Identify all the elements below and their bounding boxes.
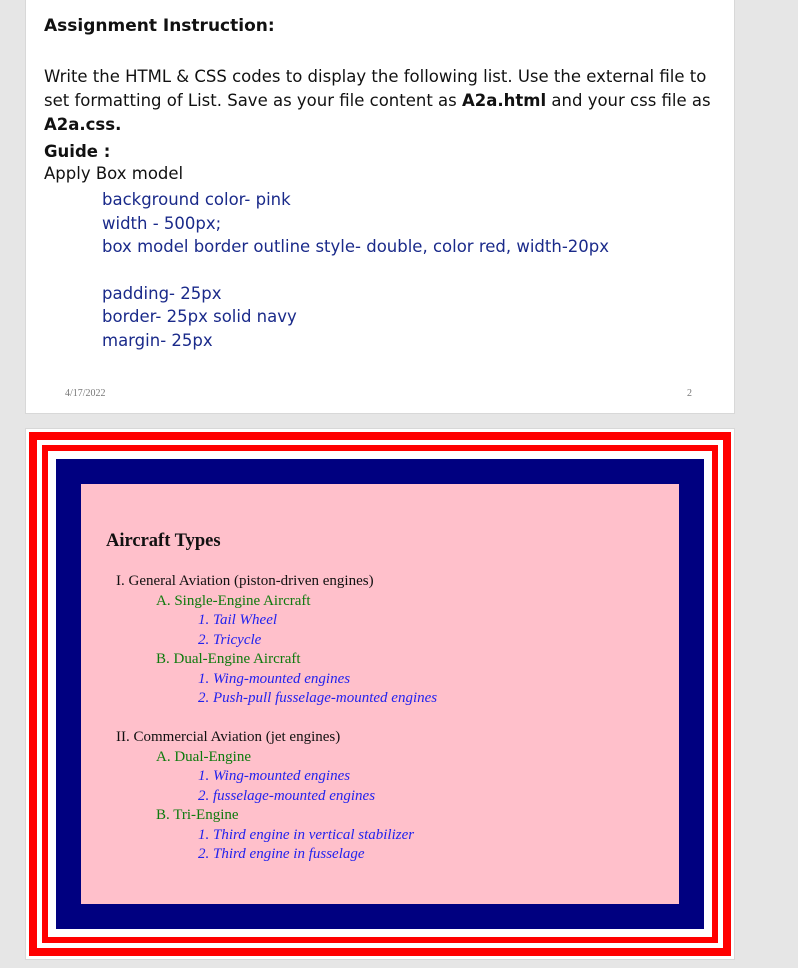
property-item: box model border outline style- double, color red, width-20px [102,237,610,256]
list-item-level2 [156,592,311,612]
list-marker: I. [116,573,125,589]
pink-content-box [81,484,679,904]
list-marker: 2. [198,690,210,706]
list-item-text: Third engine in fusselage [209,846,365,862]
list-item-text: Third engine in vertical stabilizer [209,826,415,843]
instruction-paragraph [44,65,724,137]
double-outline-inner [42,445,718,943]
list-item-text: Dual-Engine Aircraft [169,651,301,667]
list-item-level3 [198,689,437,709]
list-marker: 2. [198,787,210,804]
list-item-level3 [198,787,375,807]
list-item-level3 [198,611,277,631]
list-item-text: Wing-mounted engines [209,670,351,687]
list-marker: 2. [198,846,210,862]
property-item: border- 25px solid navy [102,307,297,326]
css-filename: A2a.css. [44,115,122,134]
apply-box-model: Apply Box model [44,164,184,183]
instruction-text-2: and your css file as [546,91,711,110]
list-item-text: Tri-Engine [169,807,239,823]
list-item-text: Commercial Aviation (jet engines) [129,729,341,745]
list-marker: 1. [198,768,210,784]
list-item-level3 [198,767,350,787]
guide-title: Guide : [44,142,111,161]
list-item-level3 [198,670,350,690]
navy-border-box [56,459,704,929]
list-item-level3 [198,845,365,865]
list-marker: 1. [198,612,210,628]
list-item-text: Single-Engine Aircraft [170,592,311,609]
list-item-level2 [156,650,301,670]
list-marker: II. [116,729,130,745]
box-model-properties [102,188,609,352]
list-item-level1 [116,572,374,592]
property-item: padding- 25px [102,283,222,303]
spacer [102,259,609,282]
list-marker: 2. [198,631,210,648]
list-marker: A. [156,748,171,765]
list-item-text: General Aviation (piston-driven engines) [124,573,374,589]
list-item-text: Tricycle [209,631,262,648]
list-item-level1 [116,728,340,748]
property-item: width - 500px; [102,213,222,233]
list-item-level3 [198,826,414,846]
list-item-text: Dual-Engine [170,748,251,765]
list-marker: A. [156,592,171,609]
slide-page-number: 2 [687,388,692,399]
list-item-text: Push-pull fusselage-mounted engines [209,690,438,706]
double-outline-outer [29,432,731,956]
list-item-level2 [156,748,251,768]
html-filename: A2a.html [462,91,547,110]
list-marker: B. [156,807,170,823]
slide-instructions [25,0,735,414]
list-marker: 1. [198,670,210,687]
assignment-title: Assignment Instruction: [44,16,275,36]
property-item: background color- pink [102,190,291,209]
list-item-level2 [156,806,239,826]
instruction-text-1: Write the HTML & CSS codes to display the following list. Use the external file to set formatting of List. Save as your file content as [44,67,707,110]
list-item-text: Wing-mounted engines [209,768,351,784]
aircraft-types-heading: Aircraft Types [106,531,221,551]
list-marker: B. [156,651,170,667]
outline-gap [42,445,718,943]
list-marker: 1. [198,826,210,843]
list-item-text: fusselage-mounted engines [209,787,376,804]
list-item-text: Tail Wheel [209,612,278,628]
property-item: margin- 25px [102,330,213,350]
slide-date: 4/17/2022 [65,388,106,399]
list-item-level3 [198,631,261,651]
slide-output-preview [25,428,735,960]
